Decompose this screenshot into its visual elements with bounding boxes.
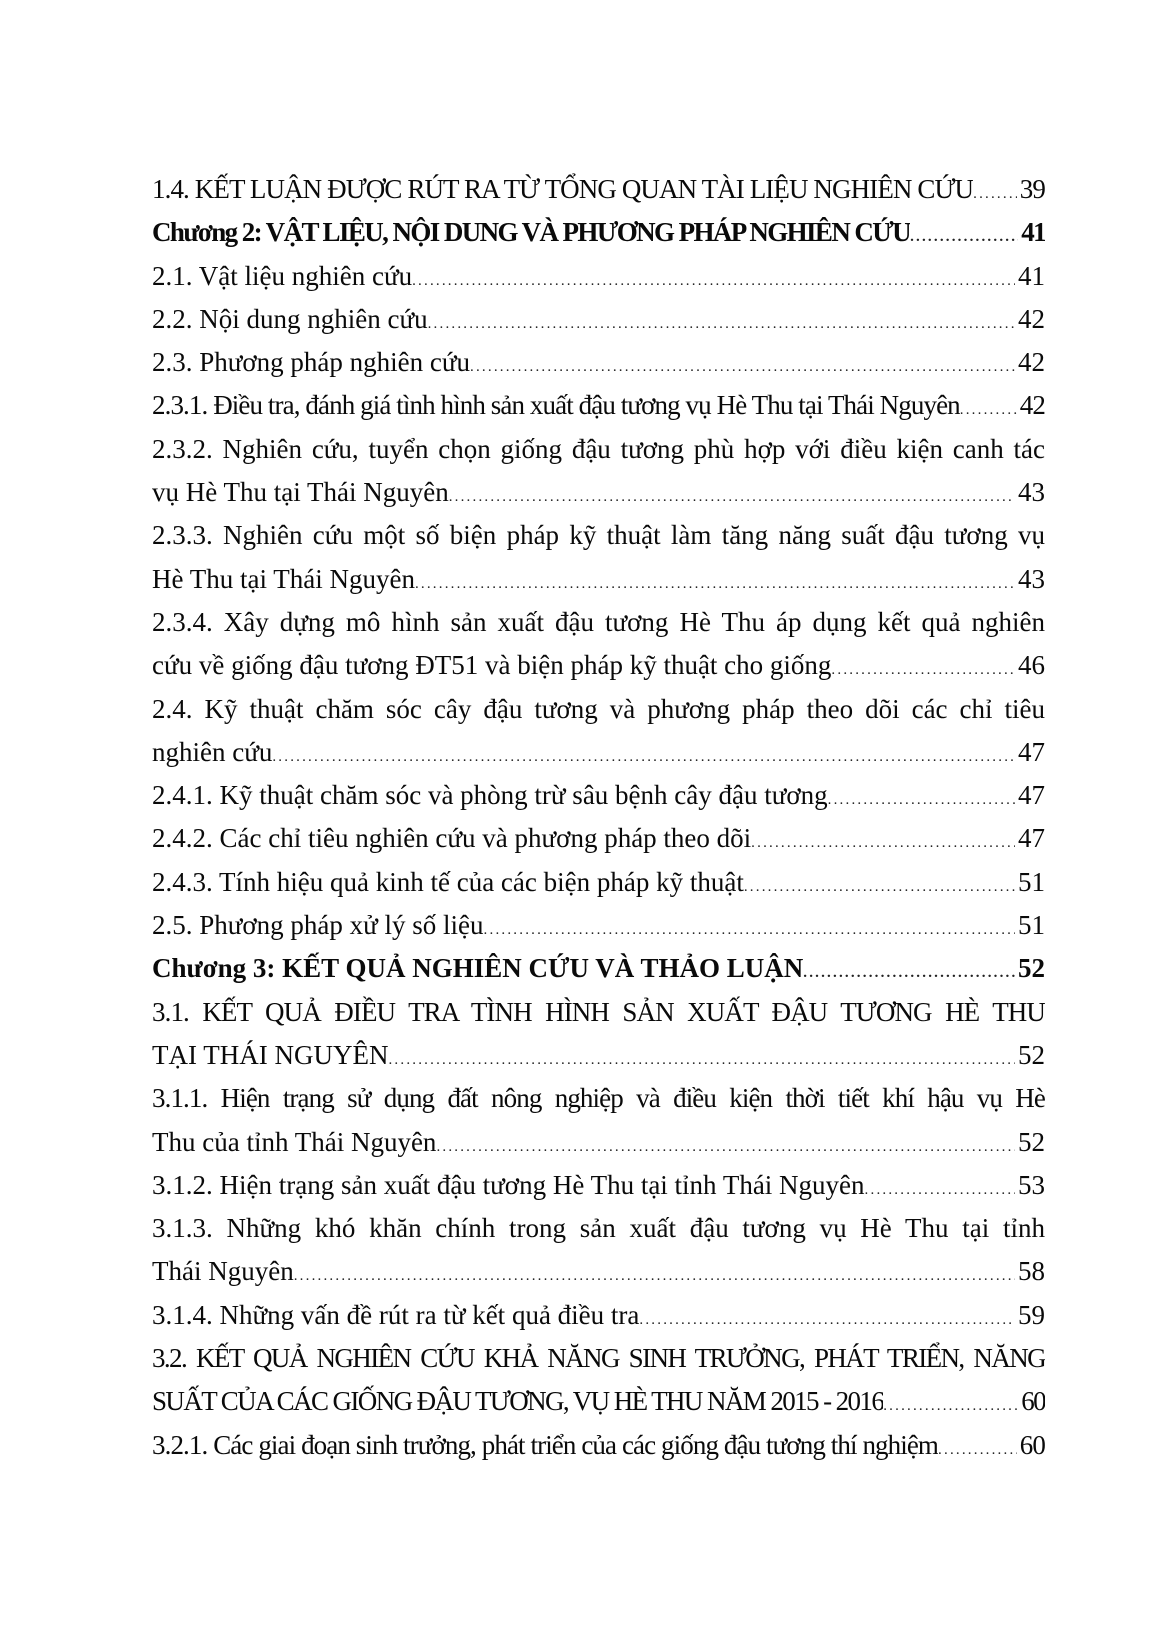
- dot-leader: [744, 866, 1015, 904]
- toc-entry-text: SUẤT CỦA CÁC GIỐNG ĐẬU TƯƠNG, VỤ HÈ THU NĂM 2015 - 2016: [152, 1386, 884, 1417]
- toc-entry-text: 1.4. KẾT LUẬN ĐƯỢC RÚT RA TỪ TỔNG QUAN TÀI LIỆU NGHIÊN CỨU: [152, 174, 974, 204]
- toc-entry-2-2: [152, 298, 1045, 341]
- toc-entry-chuong-2: [152, 211, 1045, 254]
- toc-entry-3-1-4: [152, 1294, 1045, 1337]
- toc-entry-text: Hè Thu tại Thái Nguyên: [152, 563, 415, 594]
- page-number: 51: [1018, 910, 1045, 941]
- page-number: 42: [1018, 347, 1045, 378]
- toc-entry-text: 2.4.2. Các chỉ tiêu nghiên cứu và phương pháp theo dõi: [152, 823, 752, 854]
- dot-leader: [803, 952, 1015, 990]
- dot-leader: [470, 346, 1015, 384]
- toc-entry-3-2-1: [152, 1424, 1045, 1467]
- dot-leader: [388, 1039, 1015, 1077]
- dot-leader: [484, 909, 1015, 947]
- dot-leader: [412, 260, 1015, 298]
- toc-entry-2-3-4-continuation: [152, 644, 1045, 687]
- dot-leader: [865, 1169, 1015, 1207]
- toc-entry-text: 2.4.3. Tính hiệu quả kinh tế của các biện pháp kỹ thuật: [152, 866, 744, 897]
- dot-leader: [828, 779, 1015, 817]
- page-number: 43: [1018, 477, 1045, 508]
- page-number: 41: [1021, 217, 1045, 248]
- page-number: 47: [1018, 736, 1045, 767]
- page-number: 39: [1019, 174, 1045, 204]
- toc-entry-2-3-4: 2.3.4. Xây dựng mô hình sản xuất đậu tương Hè Thu áp dụng kết quả nghiên: [152, 606, 1045, 637]
- toc-entry-3-2-continuation: [152, 1380, 1045, 1423]
- toc-entry-3-1-2: [152, 1164, 1045, 1207]
- page-number: 52: [1018, 1039, 1045, 1070]
- toc-entry-text: 2.3. Phương pháp nghiên cứu: [152, 347, 471, 378]
- toc-entry-3-1-continuation: [152, 1034, 1045, 1077]
- toc-entry-3-2: 3.2. KẾT QUẢ NGHIÊN CỨU KHẢ NĂNG SINH TRƯỞNG, PHÁT TRIỂN, NĂNG: [152, 1343, 1045, 1374]
- toc-entry-text: Thái Nguyên: [152, 1256, 294, 1287]
- page-number: 60: [1019, 1429, 1045, 1460]
- toc-entry-2-3: [152, 341, 1045, 384]
- toc-entry-text: 2.5. Phương pháp xử lý số liệu: [152, 910, 484, 941]
- toc-entry-3-1-3-continuation: [152, 1250, 1045, 1293]
- toc-entry-1-4: [152, 168, 1045, 211]
- toc-entry-text: 2.3.1. Điều tra, đánh giá tình hình sản xuất đậu tương vụ Hè Thu tại Thái Nguyên: [152, 390, 960, 421]
- page-number: 51: [1018, 866, 1045, 897]
- toc-entry-2-1: [152, 255, 1045, 298]
- page-number: 42: [1018, 303, 1045, 334]
- page-number: 60: [1021, 1386, 1045, 1417]
- toc-entry-text: 3.2.1. Các giai đoạn sinh trưởng, phát triển của các giống đậu tương thí nghiệm: [152, 1429, 939, 1460]
- page-number: 58: [1018, 1256, 1045, 1287]
- dot-leader: [415, 563, 1015, 601]
- page-number: 47: [1018, 780, 1045, 811]
- page-number: 52: [1018, 1126, 1045, 1157]
- toc-entry-text: 2.2. Nội dung nghiên cứu: [152, 303, 428, 334]
- page-number: 59: [1018, 1299, 1045, 1330]
- dot-leader: [973, 173, 1017, 211]
- dot-leader: [436, 1126, 1015, 1164]
- toc-entry-text: Chương 3: KẾT QUẢ NGHIÊN CỨU VÀ THẢO LUẬN: [152, 953, 804, 984]
- toc-entry-3-1-1: 3.1.1. Hiện trạng sử dụng đất nông nghiệp và điều kiện thời tiết khí hậu vụ Hè: [152, 1083, 1045, 1114]
- dot-leader: [449, 476, 1015, 514]
- dot-leader: [751, 822, 1015, 860]
- toc-entry-3-1-1-continuation: [152, 1121, 1045, 1164]
- page-number: 46: [1018, 650, 1045, 681]
- dot-leader: [960, 389, 1017, 427]
- toc-entry-text: nghiên cứu: [152, 736, 273, 767]
- toc-entry-2-4-3: [152, 861, 1045, 904]
- toc-entry-2-3-3: 2.3.3. Nghiên cứu một số biện pháp kỹ thuật làm tăng năng suất đậu tương vụ: [152, 520, 1045, 551]
- dot-leader: [910, 216, 1018, 254]
- toc-entry-text: Chương 2: VẬT LIỆU, NỘI DUNG VÀ PHƯƠNG PHÁP NGHIÊN CỨU: [152, 217, 911, 248]
- dot-leader: [831, 649, 1015, 687]
- dot-leader: [639, 1299, 1015, 1337]
- toc-entry-text: 2.4.1. Kỹ thuật chăm sóc và phòng trừ sâu bệnh cây đậu tương: [152, 780, 828, 811]
- table-of-contents: [152, 168, 1045, 1467]
- toc-entry-2-4-continuation: [152, 731, 1045, 774]
- toc-entry-text: vụ Hè Thu tại Thái Nguyên: [152, 477, 449, 508]
- toc-entry-2-4-1: [152, 774, 1045, 817]
- page-number: 43: [1018, 563, 1045, 594]
- toc-entry-text: TẠI THÁI NGUYÊN: [152, 1039, 389, 1070]
- page-number: 42: [1019, 390, 1045, 421]
- dot-leader: [938, 1429, 1017, 1467]
- toc-entry-3-1-3: 3.1.3. Những khó khăn chính trong sản xuất đậu tương vụ Hè Thu tại tỉnh: [152, 1213, 1045, 1244]
- toc-entry-text: 3.1.4. Những vấn đề rút ra từ kết quả điều tra: [152, 1299, 640, 1330]
- toc-entry-chuong-3: [152, 947, 1045, 990]
- dot-leader: [428, 303, 1015, 341]
- toc-entry-text: 2.1. Vật liệu nghiên cứu: [152, 260, 413, 291]
- page-number: 41: [1018, 260, 1045, 291]
- page-number: 52: [1018, 953, 1045, 984]
- dot-leader: [883, 1385, 1018, 1423]
- page-number: 53: [1018, 1169, 1045, 1200]
- toc-entry-2-3-2-continuation: [152, 471, 1045, 514]
- toc-entry-text: Thu của tỉnh Thái Nguyên: [152, 1126, 437, 1157]
- toc-entry-2-4: 2.4. Kỹ thuật chăm sóc cây đậu tương và phương pháp theo dõi các chỉ tiêu: [152, 693, 1045, 724]
- toc-entry-2-4-2: [152, 817, 1045, 860]
- toc-entry-2-3-3-continuation: [152, 558, 1045, 601]
- page-number: 47: [1018, 823, 1045, 854]
- dot-leader: [272, 736, 1015, 774]
- toc-entry-text: 3.1.2. Hiện trạng sản xuất đậu tương Hè Thu tại tỉnh Thái Nguyên: [152, 1169, 865, 1200]
- toc-entry-text: cứu về giống đậu tương ĐT51 và biện pháp kỹ thuật cho giống: [152, 650, 832, 681]
- toc-entry-2-3-2: 2.3.2. Nghiên cứu, tuyển chọn giống đậu tương phù hợp với điều kiện canh tác: [152, 433, 1045, 464]
- toc-entry-2-5: [152, 904, 1045, 947]
- toc-entry-3-1: 3.1. KẾT QUẢ ĐIỀU TRA TÌNH HÌNH SẢN XUẤT ĐẬU TƯƠNG HÈ THU: [152, 996, 1045, 1027]
- toc-entry-2-3-1: [152, 384, 1045, 427]
- dot-leader: [294, 1255, 1015, 1293]
